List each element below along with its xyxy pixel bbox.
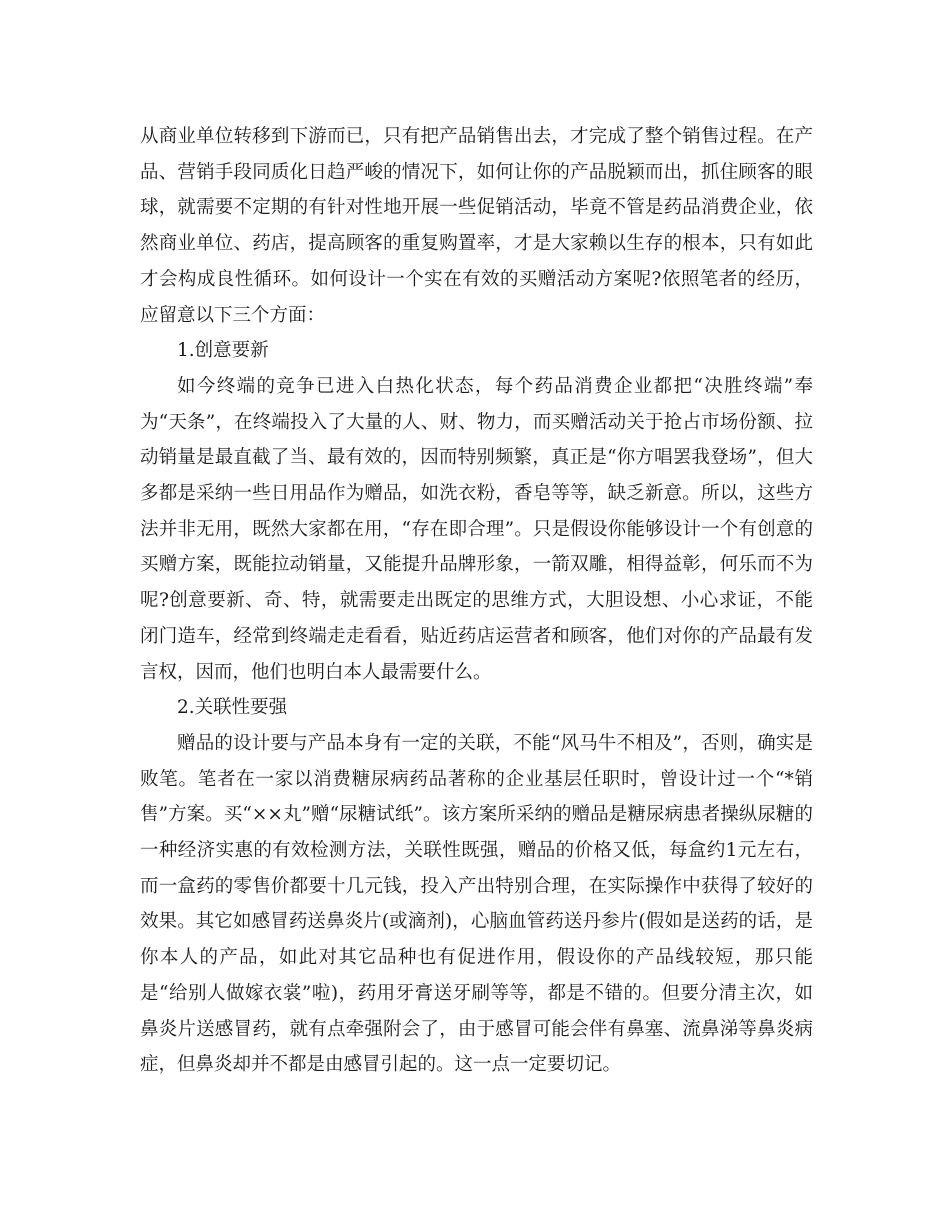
document-body <box>140 119 813 1083</box>
paragraph-creativity: 如今终端的竞争已进入白热化状态，每个药品消费企业都把“决胜终端”奉为“天条”，在终端投入了大量的人、财、物力，而买赠活动关于抢占市场份额、拉动销量是最直截了当、最有效的，因而特别频繁，真正是“你方唱罢我登场”，但大多都是采纳一些日用品作为赠品，如洗衣粉，香皂等等，缺乏新意。所以，这些方法并非无用，既然大家都在用，“存在即合理”。只是假设你能够设计一个有创意的买赠方案，既能拉动销量，又能提升品牌形象，一箭双雕，相得益彰，何乐而不为呢?创意要新、奇、特，就需要走出既定的思维方式，大胆设想、小心求证，不能闭门造车，经常到终端走走看看，贴近药店运营者和顾客，他们对你的产品最有发言权，因而，他们也明白本人最需要什么。 <box>140 375 813 683</box>
section-heading-1: 1.创意要新 <box>177 340 269 362</box>
paragraph-continuation: 从商业单位转移到下游而已，只有把产品销售出去，才完成了整个销售过程。在产品、营销手段同质化日趋严峻的情况下，如何让你的产品脱颖而出，抓住顾客的眼球，就需要不定期的有针对性地开展一些促销活动，毕竟不管是药品消费企业，依然商业单位、药店，提高顾客的重复购置率，才是大家赖以生存的根本，只有如此才会构成良性循环。如何设计一个实在有效的买赠活动方案呢?依照笔者的经历，应留意以下三个方面： <box>140 126 813 326</box>
paragraph-relevance: 赠品的设计要与产品本身有一定的关联，不能“风马牛不相及”，否则，确实是败笔。笔者在一家以消费糖尿病药品著称的企业基层任职时，曾设计过一个“*销售”方案。买“××丸”赠“尿糖试纸”。该方案所采纳的赠品是糖尿病患者操纵尿糖的一种经济实惠的有效检测方法，关联性既强，赠品的价格又低，每盒约1元左右，而一盒药的零售价都要十几元钱，投入产出特别合理，在实际操作中获得了较好的效果。其它如感冒药送鼻炎片(或滴剂)，心脑血管药送丹参片(假如是送药的话，是你本人的产品，如此对其它品种也有促进作用，假设你的产品线较短，那只能是“给别人做嫁衣裳”啦)，药用牙膏送牙刷等等，都是不错的。但要分清主次，如鼻炎片送感冒药，就有点牵强附会了，由于感冒可能会伴有鼻塞、流鼻涕等鼻炎病症，但鼻炎却并不都是由感冒引起的。这一点一定要切记。 <box>140 732 813 1076</box>
section-heading-2: 2.关联性要强 <box>177 697 288 719</box>
